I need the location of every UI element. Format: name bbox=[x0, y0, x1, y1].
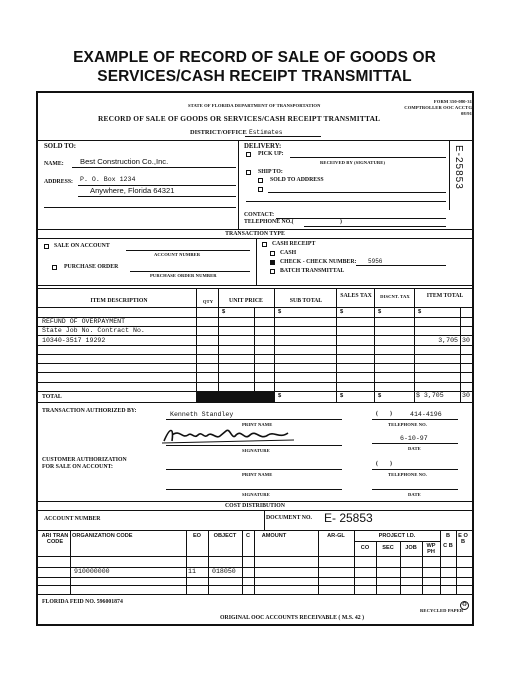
recycle-icon: ♻ bbox=[461, 602, 468, 608]
telephone-no-label: TELEPHONE NO. bbox=[388, 422, 428, 427]
eo-value: 11 bbox=[188, 568, 196, 575]
check-label: CHECK - CHECK NUMBER: bbox=[280, 259, 357, 265]
col-qty: QTY bbox=[202, 299, 214, 304]
col-ari-tran-code: ARI TRAN CODE bbox=[41, 533, 69, 546]
cash-label: CASH bbox=[280, 250, 297, 256]
address-line-1: P. O. Box 1234 bbox=[80, 176, 136, 183]
customer-phone-close: ) bbox=[390, 461, 392, 467]
sold-to-address-checkbox[interactable] bbox=[258, 178, 263, 183]
sold-to-address-label: SOLD TO ADDRESS bbox=[270, 177, 324, 183]
org-code-value: 910000000 bbox=[74, 568, 110, 575]
ship-to-checkbox[interactable] bbox=[246, 170, 251, 175]
recycled-paper-label: RECYCLED PAPER bbox=[420, 608, 464, 613]
sub-col-co: CO bbox=[360, 545, 370, 551]
item-total-cents: 30 bbox=[462, 337, 470, 344]
print-name-label: PRINT NAME bbox=[242, 422, 273, 427]
sub-col-sec: SEC bbox=[382, 545, 394, 551]
dollar-item-total: $ bbox=[418, 309, 422, 315]
col-discount-tax: DISCNT. TAX bbox=[380, 294, 410, 299]
batch-label: BATCH TRANSMITTAL bbox=[280, 268, 345, 274]
auth-date-label: DATE bbox=[408, 446, 421, 451]
customer-print-name-label: PRINT NAME bbox=[242, 472, 273, 477]
sub-col-wp-ph: WP PH bbox=[426, 543, 436, 556]
dollar-sub-total: $ bbox=[278, 309, 282, 315]
cash-receipt-label: CASH RECEIPT bbox=[272, 241, 316, 247]
col-eo: EO bbox=[192, 533, 202, 539]
receipt-form bbox=[36, 91, 474, 626]
col-b: B bbox=[445, 533, 451, 539]
item-total-dollars: 3,705 bbox=[438, 337, 458, 344]
form-comptroller: COMPTROLLER OOC ACCTG bbox=[404, 105, 472, 110]
purchase-order-number-label: PURCHASE ORDER NUMBER bbox=[150, 273, 217, 278]
dollar-sales-tax: $ bbox=[340, 309, 344, 315]
page-title-line-1: EXAMPLE OF RECORD OF SALE OF GOODS OR bbox=[73, 49, 436, 66]
col-eob: E O B bbox=[458, 533, 468, 546]
account-number-header: ACCOUNT NUMBER bbox=[44, 516, 101, 522]
purchase-order-checkbox[interactable] bbox=[52, 265, 57, 270]
contact-label: CONTACT: bbox=[244, 212, 275, 218]
sub-col-job: JOB bbox=[405, 545, 417, 551]
phone-value: 414-4196 bbox=[410, 411, 442, 418]
customer-date-label: DATE bbox=[408, 492, 421, 497]
phone-open: ( bbox=[376, 411, 378, 417]
object-value: 018050 bbox=[212, 568, 236, 575]
customer-name: Best Construction Co.,Inc. bbox=[80, 157, 169, 166]
customer-auth-label-2: FOR SALE ON ACCOUNT: bbox=[42, 464, 113, 470]
col-object: OBJECT bbox=[213, 533, 237, 539]
sub-col-cb: C B bbox=[443, 543, 453, 549]
customer-telephone-label: TELEPHONE NO. bbox=[388, 472, 428, 477]
footer-distribution: ORIGINAL OOC ACCOUNTS RECEIVABLE ( M.S. 42 ) bbox=[220, 615, 365, 621]
form-number: FORM 350-080-31 bbox=[433, 99, 472, 104]
signature-label: SIGNATURE bbox=[242, 448, 270, 453]
address-line-2: Anywhere, Florida 64321 bbox=[90, 186, 175, 195]
pickup-checkbox[interactable] bbox=[246, 152, 251, 157]
delivery-label: DELIVERY: bbox=[244, 143, 282, 150]
form-date: 08/91 bbox=[461, 111, 472, 116]
col-sales-tax: SALES TAX bbox=[340, 293, 372, 299]
total-dollar-sales: $ bbox=[340, 393, 344, 399]
district-label: DISTRICT/OFFICE bbox=[190, 129, 247, 136]
grand-total-dollars: $ 3,705 bbox=[416, 392, 444, 399]
sold-to-label: SOLD TO: bbox=[44, 143, 77, 150]
total-dollar-disc: $ bbox=[378, 393, 382, 399]
sale-on-account-label: SALE ON ACCOUNT bbox=[54, 243, 110, 249]
account-number-label: ACCOUNT NUMBER bbox=[154, 252, 201, 257]
total-label: TOTAL bbox=[42, 394, 62, 400]
document-no-value: E- 25853 bbox=[324, 511, 373, 525]
cost-distribution-header: COST DISTRIBUTION bbox=[225, 503, 285, 509]
serial-number-vertical: E-25853 bbox=[453, 145, 464, 190]
total-dollar-sub: $ bbox=[278, 393, 282, 399]
other-address-checkbox[interactable] bbox=[258, 187, 263, 192]
col-item-total: ITEM TOTAL bbox=[426, 293, 464, 299]
document-no-label: DOCUMENT NO. bbox=[266, 515, 312, 521]
cash-receipt-checkbox[interactable] bbox=[262, 242, 267, 247]
customer-phone-open: ( bbox=[376, 461, 378, 467]
check-checkbox-checked[interactable] bbox=[270, 260, 275, 265]
item-desc-line-3: 10340-3517 19292 bbox=[42, 337, 106, 344]
check-number: 5956 bbox=[368, 258, 383, 265]
col-project-id: PROJECT I.D. bbox=[378, 533, 416, 539]
authorized-print-name: Kenneth Standley bbox=[170, 411, 234, 418]
phone-close: ) bbox=[390, 411, 392, 417]
item-desc-line-1: REFUND OF OVERPAYMENT bbox=[42, 318, 126, 325]
total-blackout bbox=[196, 391, 274, 402]
name-label: NAME: bbox=[44, 161, 64, 167]
dollar-unit-price: $ bbox=[222, 309, 226, 315]
address-label: ADDRESS: bbox=[44, 179, 73, 185]
customer-signature-label: SIGNATURE bbox=[242, 492, 270, 497]
col-amount: AMOUNT bbox=[261, 533, 287, 539]
col-unit-price: UNIT PRICE bbox=[229, 298, 263, 304]
transaction-type-header: TRANSACTION TYPE bbox=[225, 231, 285, 237]
telephone-label: TELEPHONE NO.( bbox=[244, 219, 294, 225]
telephone-close: ) bbox=[340, 219, 342, 225]
district-value: Estimates bbox=[249, 129, 283, 136]
col-ar-gl: AR-GL bbox=[327, 533, 345, 539]
sale-on-account-checkbox[interactable] bbox=[44, 244, 49, 249]
col-c: C bbox=[245, 533, 251, 539]
florida-feid: FLORIDA FEID NO. 596001874 bbox=[42, 599, 123, 605]
signature-graphic bbox=[160, 423, 300, 447]
batch-checkbox[interactable] bbox=[270, 269, 275, 274]
col-item-description: ITEM DESCRIPTION bbox=[90, 298, 148, 304]
dollar-discount-tax: $ bbox=[378, 309, 382, 315]
received-by-label: RECEIVED BY (SIGNATURE) bbox=[320, 160, 386, 165]
pickup-label: PICK UP: bbox=[258, 151, 284, 157]
auth-date-value: 6-10-97 bbox=[400, 435, 428, 442]
page-title-line-2: SERVICES/CASH RECEIPT TRANSMITTAL bbox=[97, 68, 412, 85]
ship-to-label: SHIP TO: bbox=[258, 169, 283, 175]
authorized-by-label: TRANSACTION AUTHORIZED BY: bbox=[42, 408, 137, 414]
col-organization-code: ORGANIZATION CODE bbox=[72, 533, 133, 539]
form-title: RECORD OF SALE OF GOODS OR SERVICES/CASH RECEIPT TRANSMITTAL bbox=[98, 114, 381, 123]
cash-checkbox[interactable] bbox=[270, 251, 275, 256]
col-sub-total: SUB TOTAL bbox=[289, 298, 323, 304]
purchase-order-label: PURCHASE ORDER bbox=[64, 264, 119, 270]
agency-name: STATE OF FLORIDA DEPARTMENT OF TRANSPORTATION bbox=[188, 103, 321, 108]
grand-total-cents: 30 bbox=[462, 392, 470, 399]
customer-auth-label-1: CUSTOMER AUTHORIZATION bbox=[42, 457, 127, 463]
item-desc-line-2: State Job No. Contract No. bbox=[42, 327, 145, 334]
